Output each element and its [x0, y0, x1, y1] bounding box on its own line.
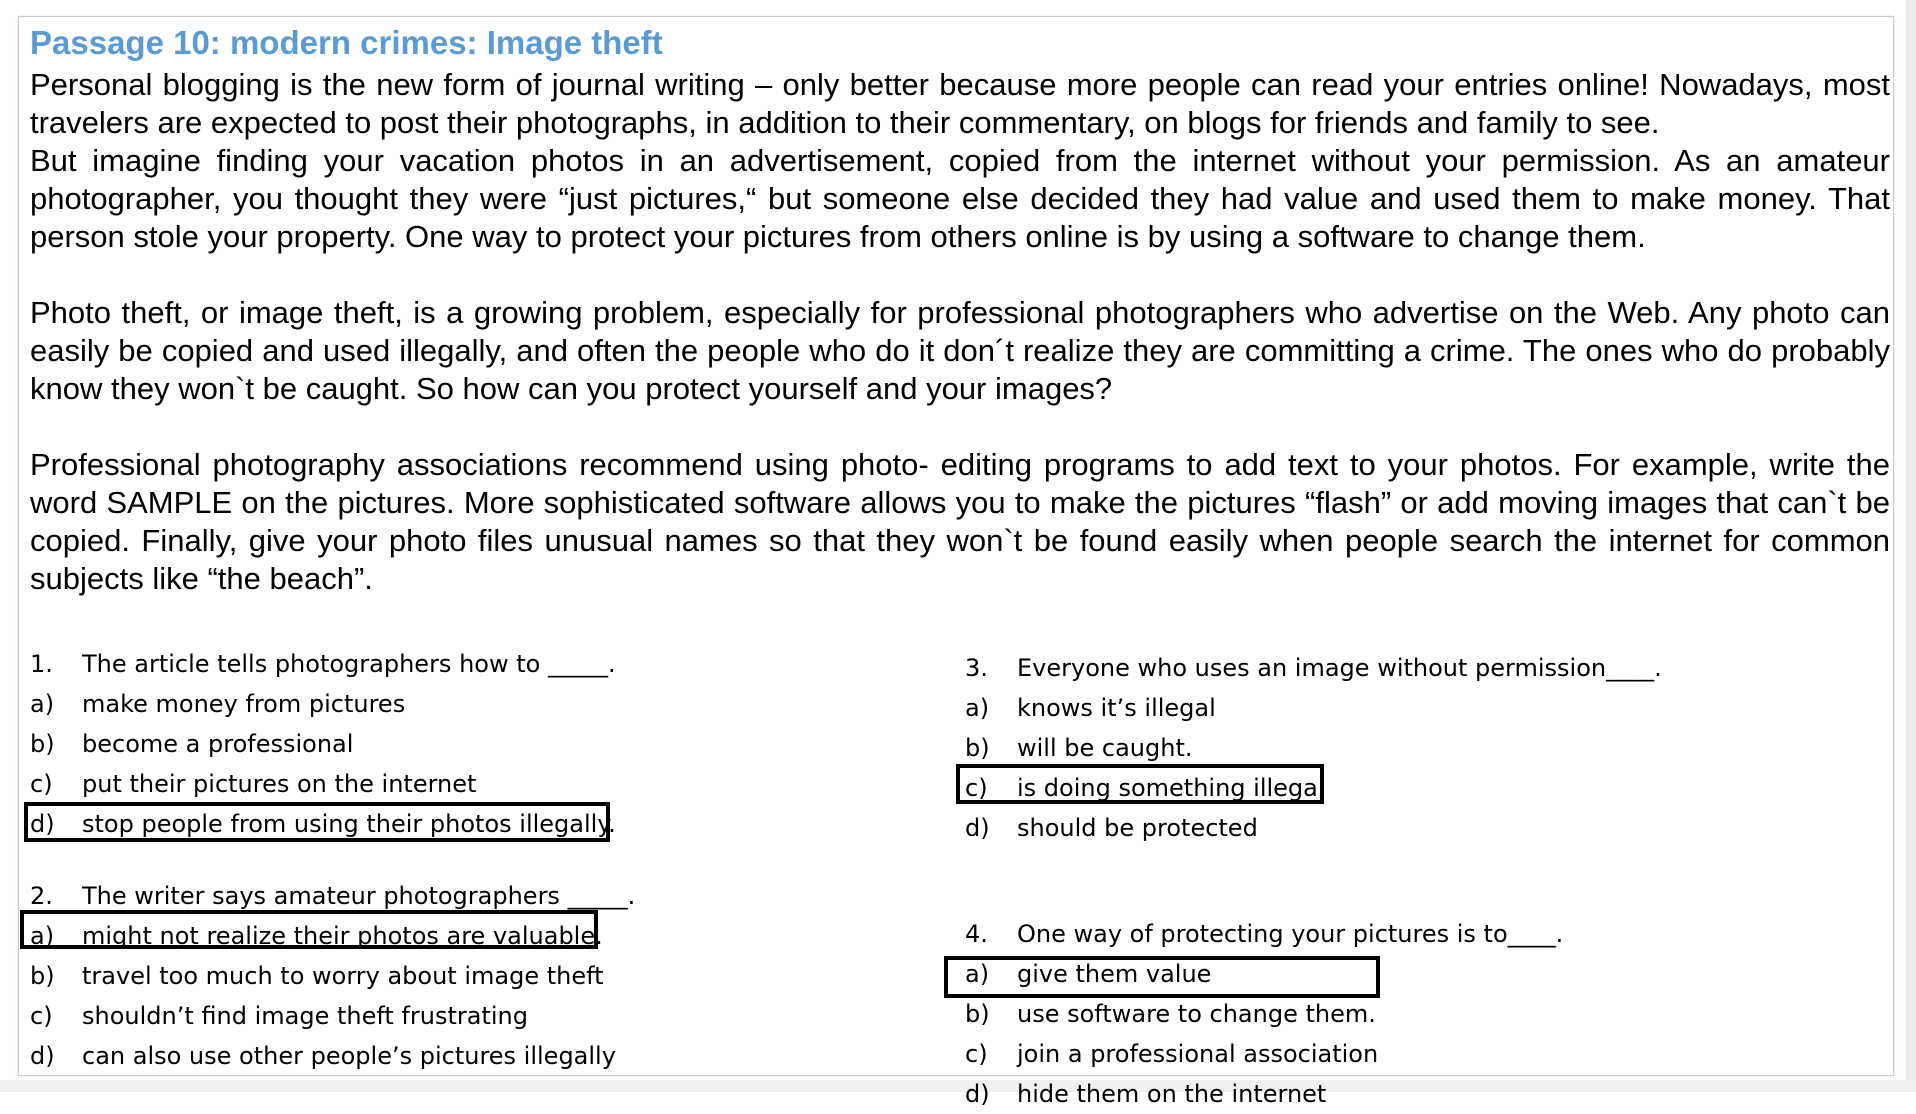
option-text: knows it’s illegal: [1017, 694, 1216, 722]
option-text: put their pictures on the internet: [82, 770, 477, 798]
question-2: [30, 876, 930, 916]
question-number: 3.: [965, 654, 988, 682]
option-3c[interactable]: [965, 768, 1865, 808]
option-text: join a professional association: [1017, 1040, 1379, 1068]
option-3a[interactable]: [965, 688, 1865, 728]
option-letter: a): [965, 960, 990, 988]
option-text: give them value: [1017, 960, 1212, 988]
question-text: Everyone who uses an image without permission____.: [1017, 654, 1662, 682]
option-1c[interactable]: [30, 764, 930, 804]
right-edge-strip: [1906, 0, 1916, 1092]
option-letter: d): [965, 814, 990, 842]
option-3d[interactable]: [965, 808, 1865, 848]
option-text: make money from pictures: [82, 690, 406, 718]
questions-right-column: [965, 648, 1865, 1114]
option-text: travel too much to worry about image theft: [82, 962, 604, 990]
option-4d[interactable]: [965, 1074, 1865, 1114]
option-letter: a): [965, 694, 990, 722]
option-2a[interactable]: [30, 916, 930, 956]
option-letter: d): [965, 1080, 990, 1108]
option-3b[interactable]: [965, 728, 1865, 768]
option-text: stop people from using their photos illegally.: [82, 810, 616, 838]
option-4c[interactable]: [965, 1034, 1865, 1074]
question-3: [965, 648, 1865, 688]
question-number: 4.: [965, 920, 988, 948]
paragraph-2: But imagine finding your vacation photos in an advertisement, copied from the internet without your permission. As an amateur photographer, you thought they were “just pictures,“ but someone else decided they had value and used them to make money. That person stole your property. One way to protect your pictures from others online is by using a software to change them.: [30, 143, 1890, 254]
question-text: The writer says amateur photographers _____.: [82, 882, 636, 910]
option-letter: c): [965, 774, 988, 802]
option-letter: a): [30, 690, 55, 718]
option-1a[interactable]: [30, 684, 930, 724]
option-2d[interactable]: [30, 1036, 930, 1076]
option-letter: c): [30, 1002, 53, 1030]
question-number: 1.: [30, 650, 53, 678]
question-text: The article tells photographers how to _____.: [82, 650, 616, 678]
option-1d[interactable]: [30, 804, 930, 844]
option-text: will be caught.: [1017, 734, 1193, 762]
paragraph-4: Professional photography associations recommend using photo- editing programs to add text to your photos. For example, write the word SAMPLE on the pictures. More sophisticated software allows you to make the pictures “flash” or add moving images that can`t be copied. Finally, give your photo files unusual names so that they won`t be found easily when people search the internet for common subjects like “the beach”.: [30, 447, 1890, 596]
option-text: use software to change them.: [1017, 1000, 1376, 1028]
question-1: [30, 644, 930, 684]
paragraph-1: Personal blogging is the new form of journal writing – only better because more people can read your entries online! Nowadays, most travelers are expected to post their photographs, in addition to their commentary, on blogs for friends and family to see.: [30, 67, 1890, 140]
questions-left-column: [30, 644, 930, 1076]
option-text: hide them on the internet: [1017, 1080, 1327, 1108]
option-text: shouldn’t find image theft frustrating: [82, 1002, 528, 1030]
option-text: might not realize their photos are valuable.: [82, 922, 603, 950]
option-text: is doing something illegal: [1017, 774, 1325, 802]
paragraph-3: Photo theft, or image theft, is a growing problem, especially for professional photographers who advertise on the Web. Any photo can easily be copied and used illegally, and often the people who do it don´t realize they are committing a crime. The ones who do probably know they won`t be caught. So how can you protect yourself and your images?: [30, 295, 1890, 406]
page-title: Passage 10: modern crimes: Image theft: [30, 24, 663, 61]
option-2b[interactable]: [30, 956, 930, 996]
question-number: 2.: [30, 882, 53, 910]
option-letter: b): [30, 962, 55, 990]
option-text: should be protected: [1017, 814, 1258, 842]
question-4: [965, 914, 1865, 954]
option-2c[interactable]: [30, 996, 930, 1036]
option-4a[interactable]: [965, 954, 1865, 994]
passage: [30, 20, 1890, 598]
option-letter: b): [965, 734, 990, 762]
option-letter: c): [965, 1040, 988, 1068]
option-1b[interactable]: [30, 724, 930, 764]
option-letter: d): [30, 1042, 55, 1070]
question-text: One way of protecting your pictures is to____.: [1017, 920, 1564, 948]
option-text: become a professional: [82, 730, 354, 758]
option-text: can also use other people’s pictures illegally: [82, 1042, 616, 1070]
option-letter: c): [30, 770, 53, 798]
option-letter: b): [965, 1000, 990, 1028]
option-4b[interactable]: [965, 994, 1865, 1034]
option-letter: a): [30, 922, 55, 950]
option-letter: b): [30, 730, 55, 758]
option-letter: d): [30, 810, 55, 838]
